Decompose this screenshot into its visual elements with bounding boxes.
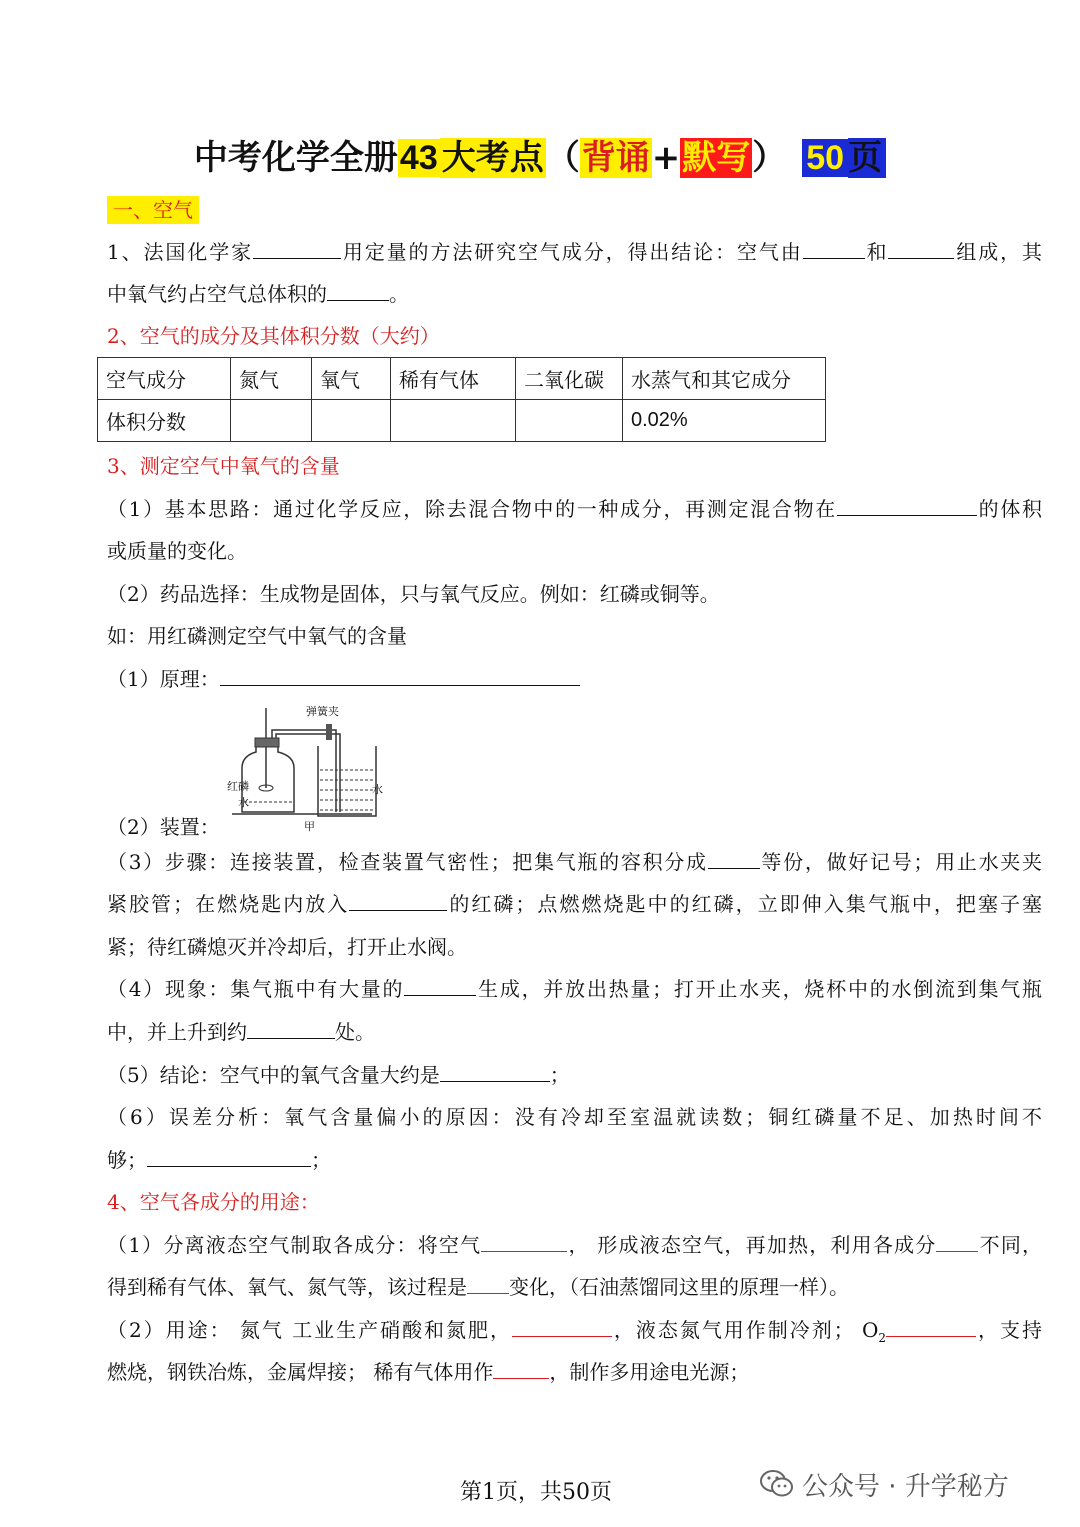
q3-p1-line2: 或质量的变化。 — [107, 539, 247, 563]
composition-table — [97, 357, 826, 442]
table-cell: 二氧化碳 — [516, 358, 623, 400]
table-cell-input[interactable] — [391, 400, 516, 442]
q4-p2-text-c: ，支持 — [976, 1318, 1042, 1342]
blank-nitrogen-use[interactable] — [512, 1316, 612, 1337]
q4-p1-text-e: 变化，（石油蒸馏同这里的原理一样）。 — [509, 1275, 849, 1299]
title-beisong: 背诵 — [581, 138, 650, 178]
q4-p1-text-d: 得到稀有气体、氧气、氮气等，该过程是 — [107, 1275, 467, 1299]
q1-text-c: 和 — [864, 240, 889, 264]
blank-noble-gas-use[interactable] — [493, 1358, 549, 1379]
blank-component-1[interactable] — [803, 238, 865, 259]
q3-principle — [107, 665, 1042, 693]
label-red-phosphorus: 红磷 — [227, 780, 249, 793]
section-heading-uses: 4、空气各成分的用途： — [107, 1190, 320, 1214]
q1-text-d: 组成，其 — [954, 240, 1043, 264]
q3-error-line1: （6）误差分析：氧气含量偏小的原因：没有冷却至室温就读数；铜红磷量不足、加热时间不 — [107, 1105, 1042, 1129]
blank-principle[interactable] — [220, 665, 580, 686]
q3-step-text-c: 紧胶管；在燃烧匙内放入 — [107, 892, 350, 916]
table-cell: 稀有气体 — [391, 358, 516, 400]
table-cell: 氧气 — [312, 358, 391, 400]
title-part2: 大考点 — [441, 138, 544, 178]
q3-phenomenon-text-b: 生成，并放出热量；打开止水夹，烧杯中的水倒流到集气瓶 — [476, 977, 1043, 1001]
table-row — [98, 400, 826, 442]
blank-oxygen-use[interactable] — [886, 1316, 976, 1337]
title-moxie: 默写 — [682, 138, 751, 178]
blank-change-type[interactable] — [467, 1273, 509, 1294]
o2-subscript: 2 — [878, 1331, 887, 1345]
table-cell: 空气成分 — [98, 358, 231, 400]
q3-step-line3: 紧；待红磷熄灭并冷却后，打开止水阀。 — [107, 935, 467, 959]
q4-p2-text-a: （2）用途： 氮气 工业生产硝酸和氮肥， — [107, 1318, 512, 1342]
q3-phenomenon-line1 — [107, 975, 1042, 1003]
q4-p1-text-a: （1）分离液态空气制取各成分：将空气 — [107, 1233, 482, 1257]
blank-water-level[interactable] — [247, 1018, 335, 1039]
watermark-text: 公众号 · 升学秘方 — [802, 1472, 1009, 1502]
q3-error-line2 — [107, 1146, 1042, 1174]
watermark — [760, 1466, 1009, 1506]
blank-boiling-point[interactable] — [936, 1231, 978, 1252]
q3-principle-label: （1）原理： — [107, 667, 220, 691]
blank-chemist[interactable] — [253, 238, 341, 259]
q3-device: （2）装置： — [107, 815, 220, 839]
q3-conclusion-end: ； — [549, 1063, 570, 1087]
q4-p1-text-c: 不同， — [978, 1233, 1043, 1257]
blank-phenomenon[interactable] — [404, 975, 476, 996]
q3-phenomenon-text-a: （4）现象：集气瓶中有大量的 — [107, 977, 405, 1001]
q3-error-text: 够； — [107, 1148, 147, 1172]
q3-p3: 如：用红磷测定空气中氧气的含量 — [107, 624, 407, 648]
blank-component-2[interactable] — [888, 238, 954, 259]
q3-p2: （2）药品选择：生成物是固体，只与氧气反应。例如：红磷或铜等。 — [107, 582, 720, 606]
q1-text-a: 1、法国化学家 — [107, 240, 253, 264]
q3-phenomenon-line2 — [107, 1018, 1042, 1046]
title-plus: + — [651, 138, 681, 178]
q3-step-line1 — [107, 848, 1042, 876]
q3-error-end: ； — [311, 1148, 331, 1172]
table-cell-input[interactable] — [312, 400, 391, 442]
page-number: 第1页，共50页 — [460, 1480, 612, 1505]
blank-error-reason[interactable] — [147, 1146, 311, 1167]
q3-conclusion-text: （5）结论：空气中的氧气含量大约是 — [107, 1063, 440, 1087]
table-header-row — [98, 358, 826, 400]
q1-line1 — [107, 238, 1042, 266]
title-50: 50 — [802, 139, 848, 177]
blank-phosphorus-amount[interactable] — [349, 890, 447, 911]
table-cell: 氮气 — [231, 358, 312, 400]
q4-p2-text-b: ，液态氮气用作制冷剂； O — [611, 1318, 879, 1342]
table-cell: 体积分数 — [98, 400, 231, 442]
q3-conclusion — [107, 1061, 1042, 1089]
q4-p1-line2 — [107, 1273, 1042, 1301]
label-spring-clamp: 弹簧夹 — [306, 705, 339, 718]
q4-p2-line2 — [107, 1358, 1042, 1386]
section-heading-air: 一、空气 — [107, 196, 199, 224]
q4-p2-text-d: 燃烧，钢铁冶炼，金属焊接； 稀有气体用作 — [107, 1360, 494, 1384]
q1-text-f: 。 — [389, 282, 409, 306]
table-cell-input[interactable] — [231, 400, 312, 442]
section-heading-composition: 2、空气的成分及其体积分数（大约） — [107, 324, 440, 348]
q1-line2 — [107, 280, 1042, 308]
q3-step-line2 — [107, 890, 1042, 918]
q3-p1-line1 — [107, 495, 1042, 523]
blank-reaction-before-after[interactable] — [837, 495, 977, 516]
table-cell: 0.02% — [623, 400, 826, 442]
q3-step-text-d: 的红磷；点燃燃烧匙中的红磷，立即伸入集气瓶中，把塞子塞 — [447, 892, 1043, 916]
title-ye: 页 — [848, 138, 886, 178]
table-cell-input[interactable] — [516, 400, 623, 442]
q4-p2-text-e: ，制作多用途电光源； — [549, 1360, 750, 1384]
q3-phenomenon-text-d: 处。 — [335, 1020, 375, 1044]
title-part1: 中考化学全册 — [193, 138, 398, 178]
q1-text-b: 用定量的方法研究空气成分，得出结论：空气由 — [340, 240, 803, 264]
q3-step-text-a: （3）步骤：连接装置，检查装置气密性；把集气瓶的容积分成 — [107, 850, 708, 874]
wechat-icon — [760, 1469, 794, 1506]
figure-caption: 甲 — [304, 820, 315, 833]
q4-p1-text-b: ， 形成液态空气，再加热，利用各成分 — [567, 1233, 937, 1257]
blank-liquefy[interactable] — [481, 1231, 567, 1252]
q3-p1-text: （1）基本思路：通过化学反应，除去混合物中的一种成分，再测定混合物在 — [107, 497, 837, 521]
label-water-bottle: 水 — [238, 796, 249, 809]
page-title — [0, 128, 1080, 188]
table-cell: 水蒸气和其它成分 — [623, 358, 826, 400]
q4-p2-line1 — [107, 1316, 1042, 1352]
blank-oxygen-fraction[interactable] — [327, 280, 389, 301]
section-heading-oxygen-content: 3、测定空气中氧气的含量 — [107, 454, 340, 478]
title-paren-open: （ — [545, 138, 580, 178]
q3-step-text-b: 等份，做好记号；用止水夹夹 — [759, 850, 1042, 874]
title-paren-close: ） — [752, 138, 787, 178]
label-water-beaker: 水 — [372, 783, 383, 796]
title-43: 43 — [399, 139, 438, 177]
q3-phenomenon-text-c: 中，并上升到约 — [107, 1020, 247, 1044]
blank-oxygen-content[interactable] — [440, 1061, 550, 1082]
blank-divide-parts[interactable] — [708, 848, 760, 869]
q1-text-e: 中氧气约占空气总体积的 — [107, 282, 327, 306]
q3-p1-text-b: 的体积 — [976, 497, 1043, 521]
q4-p1-line1 — [107, 1231, 1042, 1259]
